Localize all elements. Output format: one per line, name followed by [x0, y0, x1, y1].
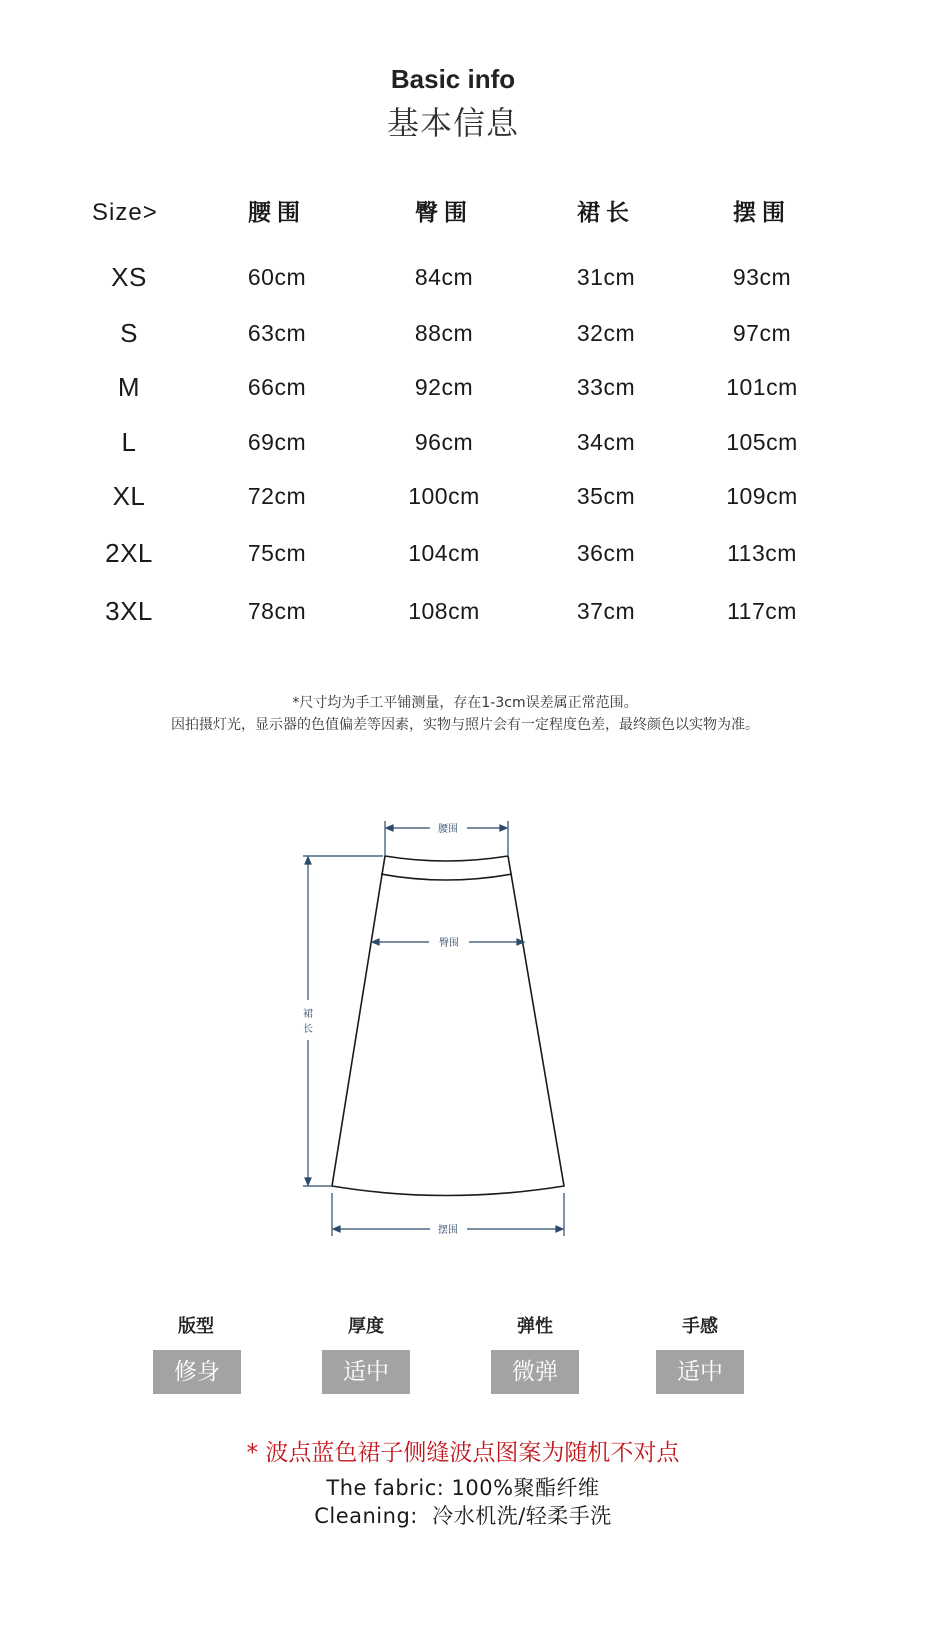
waist-value: 66cm	[247, 374, 307, 400]
hem-value: 97cm	[732, 320, 792, 346]
skirt-outline	[332, 856, 564, 1196]
title-english: Basic info	[390, 64, 516, 94]
hip-value: 96cm	[414, 429, 474, 455]
waist-diagram-label: 腰围	[438, 824, 458, 835]
table-row	[0, 591, 906, 631]
table-row	[0, 533, 906, 573]
size-label: M	[117, 372, 141, 402]
length-value: 35cm	[576, 483, 636, 509]
waist-value: 60cm	[247, 264, 307, 290]
pattern-warning: * 波点蓝色裙子侧缝波点图案为随机不对点	[246, 1440, 680, 1466]
size-label: XL	[112, 481, 146, 511]
length-value: 36cm	[576, 540, 636, 566]
table-row	[0, 313, 906, 353]
attribute-value-thickness: 适中	[322, 1350, 410, 1394]
column-header-hem: 摆围	[733, 200, 791, 226]
hem-diagram-label: 摆围	[438, 1225, 458, 1236]
length-value: 31cm	[576, 264, 636, 290]
size-label: S	[120, 318, 138, 348]
hem-value: 93cm	[732, 264, 792, 290]
length-arrowhead-top	[305, 857, 311, 864]
waist-value: 72cm	[247, 483, 307, 509]
length-value: 33cm	[576, 374, 636, 400]
size-label: L	[121, 427, 137, 457]
attribute-label-thickness: 厚度	[348, 1316, 384, 1337]
waist-value: 75cm	[247, 540, 307, 566]
attribute-value-fit: 修身	[153, 1350, 241, 1394]
size-table-header	[0, 193, 906, 233]
cleaning-info: Cleaning: 冷水机洗/轻柔手洗	[314, 1504, 612, 1528]
hip-diagram-label: 臀围	[439, 938, 459, 949]
table-row	[0, 367, 906, 407]
title-chinese: 基本信息	[386, 104, 519, 142]
hip-value: 88cm	[414, 320, 474, 346]
column-header-length: 裙长	[577, 200, 635, 226]
waist-value: 78cm	[247, 598, 307, 624]
size-label: 2XL	[105, 538, 153, 568]
table-row	[0, 422, 906, 462]
waistband-line	[381, 874, 512, 880]
waist-arrowhead-left	[386, 825, 393, 831]
hip-value: 100cm	[408, 483, 480, 509]
hip-value: 108cm	[408, 598, 480, 624]
waist-value: 63cm	[247, 320, 307, 346]
hem-arrowhead-right	[556, 1226, 563, 1232]
skirt-measurement-diagram	[295, 815, 585, 1245]
length-value: 34cm	[576, 429, 636, 455]
length-arrowhead-bottom	[305, 1178, 311, 1185]
hip-value: 84cm	[414, 264, 474, 290]
table-row	[0, 257, 906, 297]
hip-arrowhead-left	[372, 939, 379, 945]
length-diagram-label-1: 裙	[303, 1009, 313, 1020]
size-label: 3XL	[105, 596, 153, 626]
waist-value: 69cm	[247, 429, 307, 455]
hem-value: 113cm	[727, 540, 797, 566]
attribute-label-feel: 手感	[682, 1316, 718, 1337]
attribute-label-fit: 版型	[178, 1316, 214, 1337]
column-header-waist: 腰围	[248, 200, 306, 226]
length-value: 37cm	[576, 598, 636, 624]
column-header-size: Size>	[92, 199, 158, 226]
waist-arrowhead-right	[500, 825, 507, 831]
hem-value: 105cm	[726, 429, 798, 455]
table-row	[0, 476, 906, 516]
length-value: 32cm	[576, 320, 636, 346]
attribute-value-feel: 适中	[656, 1350, 744, 1394]
attribute-label-elasticity: 弹性	[517, 1316, 553, 1337]
column-header-hip: 臀围	[415, 200, 473, 226]
attribute-value-elasticity: 微弹	[491, 1350, 579, 1394]
hem-value: 117cm	[727, 598, 797, 624]
hem-arrowhead-left	[333, 1226, 340, 1232]
hem-value: 109cm	[726, 483, 798, 509]
fabric-info: The fabric: 100%聚酯纤维	[326, 1476, 600, 1500]
size-label: XS	[111, 262, 147, 292]
hem-value: 101cm	[726, 374, 798, 400]
hip-value: 104cm	[408, 540, 480, 566]
color-disclaimer-note: 因拍摄灯光，显示器的色值偏差等因素，实物与照片会有一定程度色差，最终颜色以实物为准。	[171, 717, 759, 733]
hip-value: 92cm	[414, 374, 474, 400]
measurement-note: *尺寸均为手工平铺测量，存在1-3cm误差属正常范围。	[292, 695, 638, 711]
length-diagram-label-2: 长	[303, 1024, 313, 1035]
